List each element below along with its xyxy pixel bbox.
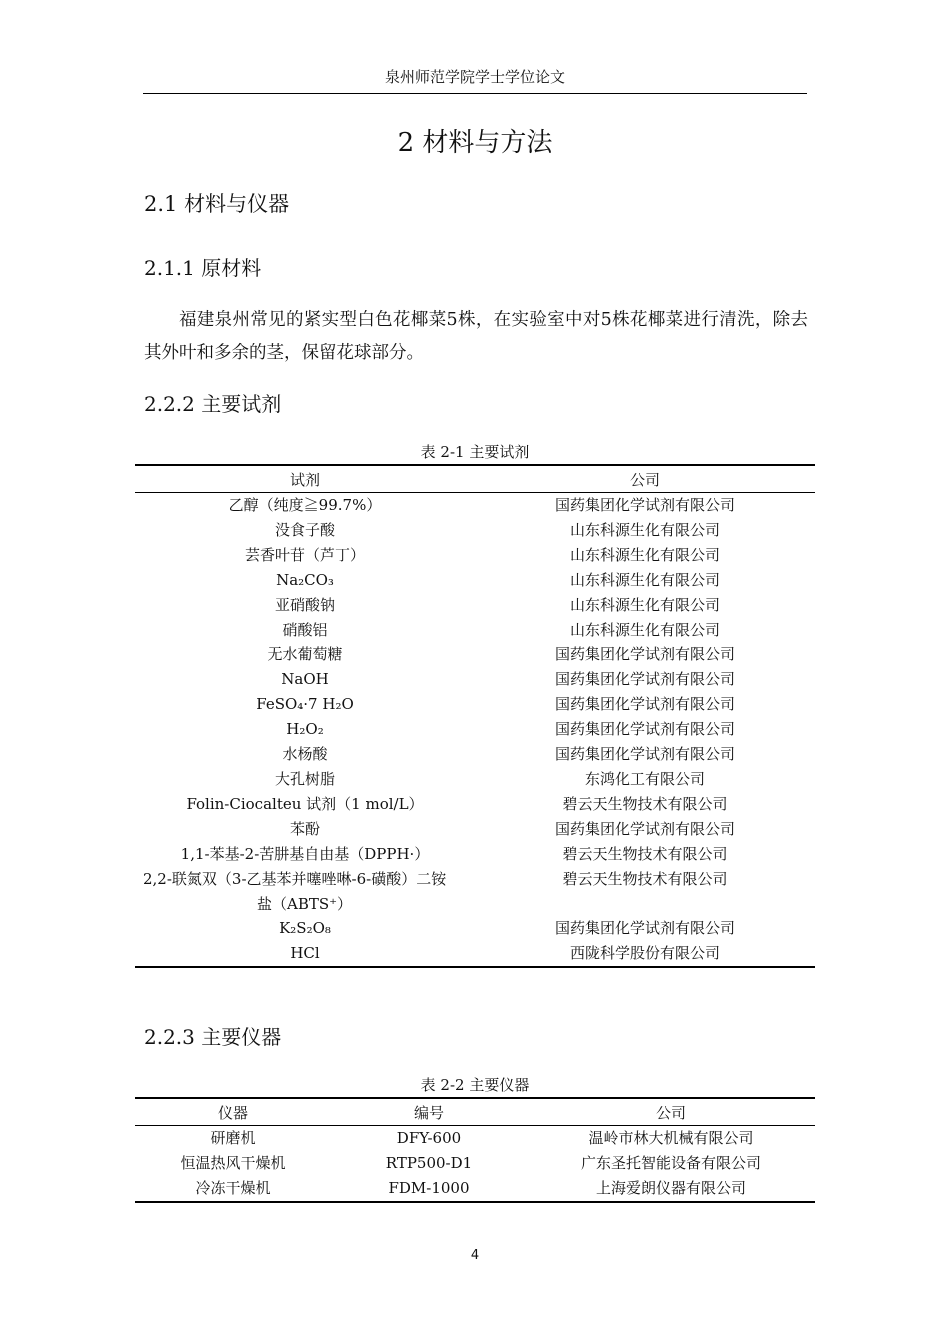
table2-caption: 表 2-2 主要仪器 — [420, 1076, 530, 1094]
company-cell: 山东科源生化有限公司 — [569, 545, 720, 564]
table-row — [135, 618, 815, 643]
table-row — [135, 1176, 815, 1202]
company-cell: 国药集团化学试剂有限公司 — [554, 745, 735, 764]
column-header: 编号 — [331, 1098, 527, 1126]
reagent-cell: 亚硝酸钠 — [274, 595, 335, 614]
table-row — [135, 941, 815, 967]
header-rule — [143, 93, 807, 94]
reagents-table — [135, 464, 815, 968]
reagent-cell: FeSO₄·7 H₂O — [256, 695, 354, 714]
table-row — [135, 916, 815, 941]
body-paragraph: 福建泉州常见的紧实型白色花椰菜5株，在实验室中对5株花椰菜进行清洗，除去其外叶和多余的茎，保留花球部分。 — [144, 310, 808, 363]
company-cell: 国药集团化学试剂有限公司 — [554, 819, 735, 838]
table-row — [135, 518, 815, 543]
section-heading-2-2-3: 2.2.3 主要仪器 — [144, 1025, 282, 1049]
reagent-cell: 无水葡萄糖 — [267, 645, 343, 664]
company-cell: 国药集团化学试剂有限公司 — [554, 919, 735, 938]
running-header: 泉州师范学院学士学位论文 — [384, 68, 565, 86]
reagent-cell: Na₂CO₃ — [276, 570, 334, 589]
table-row — [135, 642, 815, 667]
company-cell: 国药集团化学试剂有限公司 — [554, 670, 735, 689]
column-header: 仪器 — [135, 1098, 331, 1126]
company-cell: 碧云天生物技术有限公司 — [562, 844, 728, 863]
model-cell: RTP500-D1 — [385, 1153, 473, 1172]
company-cell: 国药集团化学试剂有限公司 — [554, 496, 735, 514]
table-row — [135, 543, 815, 568]
table1-caption: 表 2-1 主要试剂 — [420, 443, 530, 461]
reagent-cell: 大孔树脂 — [274, 769, 335, 788]
table-row — [135, 493, 815, 518]
column-header: 公司 — [475, 465, 815, 493]
reagent-cell: 硝酸铝 — [282, 620, 328, 639]
reagent-cell: H₂O₂ — [286, 720, 324, 739]
table-row — [135, 892, 815, 917]
reagent-cell: Folin-Ciocalteu 试剂（1 mol/L） — [186, 794, 424, 813]
chapter-title: 2 材料与方法 — [397, 128, 553, 158]
reagent-cell: 乙醇（纯度≧99.7%） — [228, 496, 382, 514]
company-cell: 碧云天生物技术有限公司 — [562, 794, 728, 813]
table-row — [135, 1151, 815, 1176]
page-number: 4 — [470, 1248, 480, 1263]
table-row — [135, 568, 815, 593]
company-cell: 温岭市林大机械有限公司 — [588, 1129, 754, 1147]
company-cell: 山东科源生化有限公司 — [569, 570, 720, 589]
table-row — [135, 692, 815, 717]
reagent-cell: 1,1-苯基-2-苦肼基自由基（DPPH·） — [180, 844, 430, 863]
table-row — [135, 1126, 815, 1151]
table-header-row — [135, 1098, 815, 1126]
table-row — [135, 867, 815, 892]
table-row — [135, 842, 815, 867]
model-cell: FDM-1000 — [388, 1178, 470, 1197]
reagent-cell: NaOH — [281, 670, 329, 689]
company-cell: 广东圣托智能设备有限公司 — [580, 1153, 761, 1172]
company-cell: 碧云天生物技术有限公司 — [562, 869, 728, 888]
reagent-cell: 苯酚 — [289, 819, 320, 838]
company-cell: 山东科源生化有限公司 — [569, 595, 720, 614]
reagent-cell: HCl — [290, 944, 320, 963]
column-header: 试剂 — [135, 465, 475, 493]
reagent-cell: 芸香叶苷（芦丁） — [244, 545, 365, 564]
company-cell: 上海爱朗仪器有限公司 — [595, 1178, 746, 1197]
table-row — [135, 742, 815, 767]
reagent-cell: 2,2-联氮双（3-乙基苯并噻唑啉-6-磺酸）二铵 — [143, 869, 447, 888]
company-cell: 西陇科学股份有限公司 — [569, 944, 720, 963]
table-row — [135, 717, 815, 742]
company-cell: 国药集团化学试剂有限公司 — [554, 720, 735, 739]
model-cell: DFY-600 — [396, 1129, 462, 1147]
section-heading-2-2-2: 2.2.2 主要试剂 — [144, 392, 282, 416]
reagent-cell: 没食子酸 — [274, 520, 335, 539]
instruments-table — [135, 1097, 815, 1203]
instrument-cell: 冷冻干燥机 — [195, 1178, 271, 1197]
company-cell: 东鸿化工有限公司 — [584, 769, 705, 788]
company-cell: 山东科源生化有限公司 — [569, 620, 720, 639]
section-heading-2-1: 2.1 材料与仪器 — [144, 192, 290, 216]
section-heading-2-1-1: 2.1.1 原材料 — [144, 256, 262, 280]
instrument-cell: 研磨机 — [210, 1129, 256, 1147]
column-header: 公司 — [527, 1098, 815, 1126]
company-cell: 国药集团化学试剂有限公司 — [554, 695, 735, 714]
company-cell — [475, 892, 815, 917]
table-row — [135, 792, 815, 817]
table-header-row — [135, 465, 815, 493]
instrument-cell: 恒温热风干燥机 — [180, 1153, 286, 1172]
company-cell: 国药集团化学试剂有限公司 — [554, 645, 735, 664]
reagent-cell: 水杨酸 — [282, 745, 328, 764]
table-row — [135, 593, 815, 618]
reagent-cell: K₂S₂O₈ — [279, 919, 331, 938]
table-row — [135, 817, 815, 842]
table-row — [135, 667, 815, 692]
table-row — [135, 767, 815, 792]
company-cell: 山东科源生化有限公司 — [569, 520, 720, 539]
reagent-cell: 盐（ABTS⁺） — [257, 894, 353, 913]
